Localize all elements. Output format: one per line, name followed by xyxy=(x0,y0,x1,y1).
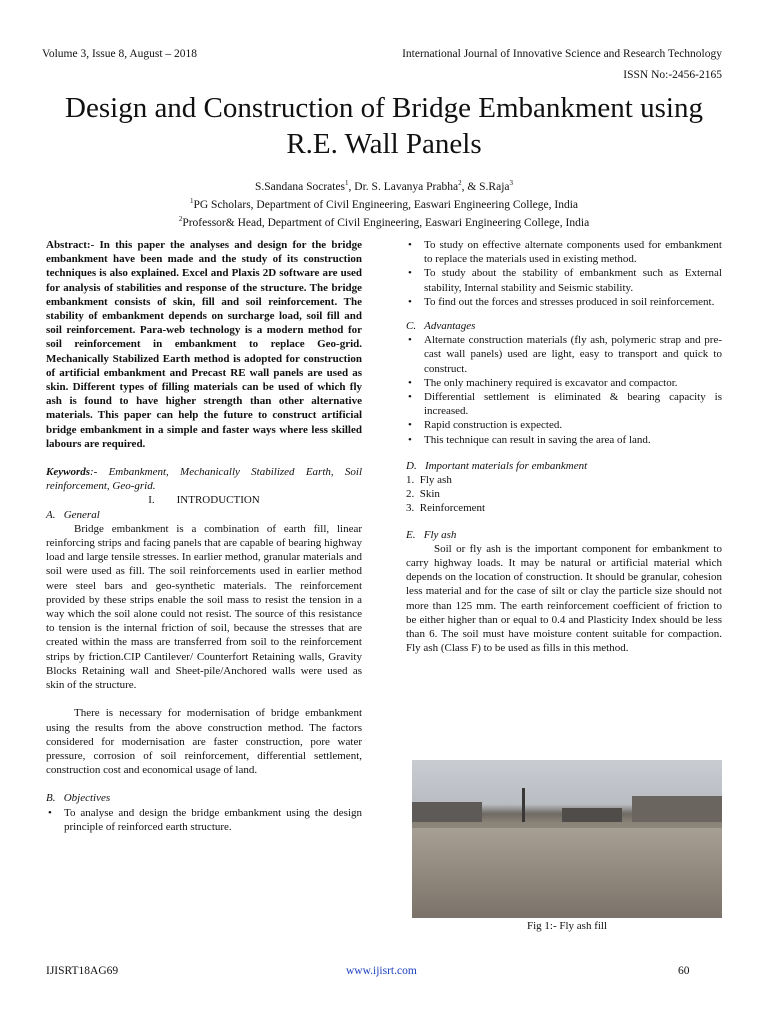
list-item: 3. Reinforcement xyxy=(406,502,486,515)
affiliation-1 xyxy=(30,194,738,212)
machinery-silhouette xyxy=(562,808,622,822)
journal-url-link[interactable]: www.ijisrt.com xyxy=(346,965,417,977)
list-item: • The only machinery required is excavator and compactor. xyxy=(406,376,722,390)
affiliation-2-text: Professor& Head, Department of Civil Engineering, Easwari Engineering College, India xyxy=(182,216,590,229)
subsection-heading-general: A. General xyxy=(46,508,100,521)
author-3: , & S.Raja xyxy=(461,180,510,193)
title-line-1: Design and Construction of Bridge Embankment using xyxy=(65,92,703,124)
fill-ground xyxy=(412,828,722,918)
subsection-heading-objectives: B. Objectives xyxy=(46,792,111,805)
journal-name: International Journal of Innovative Science and Research Technology xyxy=(402,48,722,60)
fly-ash-fill-photo xyxy=(412,760,722,918)
crane-silhouette xyxy=(522,788,525,822)
objectives-list-part-1 xyxy=(46,806,362,834)
paper-id: IJISRT18AG69 xyxy=(46,965,119,977)
author-1: S.Sandana Socrates xyxy=(254,180,346,193)
subsection-heading-advantages: C. Advantages xyxy=(406,320,476,333)
affiliation-1-text: PG Scholars, Department of Civil Engineering, Easwari Engineering College, India xyxy=(193,198,578,211)
keywords-label: Keywords xyxy=(46,466,90,479)
list-item: • To find out the forces and stresses produced in soil reinforcement. xyxy=(406,295,722,309)
right-column xyxy=(406,238,722,655)
keywords-text: :- Embankment, Mechanically Stabilized Earth, Soil reinforcement, Geo-grid. xyxy=(46,466,362,493)
list-item: 2. Skin xyxy=(406,488,440,501)
author-block xyxy=(30,176,738,229)
author-1-sup: 1 xyxy=(345,179,349,187)
page-number: 60 xyxy=(678,965,690,977)
list-item: • Alternate construction materials (fly ash, polymeric strap and pre-cast wall panels) used are light, easy to transport and quick to construct. xyxy=(406,333,722,376)
author-2-sup: 2 xyxy=(458,179,462,187)
affiliation-2-sup: 2 xyxy=(178,214,183,223)
list-item: • To study on effective alternate components used for embankment to replace the materials used in existing method. xyxy=(406,238,722,266)
abstract: Abstract:- In this paper the analyses and design for the bridge embankment have been made and the study of its construction techniques is also explained. Excel and Plaxis 2D software are used for analysis of stabilities and response of the structure. The bridge embankment consists of skin, fill and soil reinforcement. The stability of embankment depends on surcharge load, soil fill and soil reinforcement. Para-web technology is a modern method for soil reinforcement in embankment to replace Geo-grid. Mechanically Stabilized Earth method is adopted for construction of artificial embankment and Precast RE wall panels are used as skin. Different types of filling materials can be used of which fly ash is found to have higher strength than other alternative materials. This paper can help the future to construct artificial bridge embankment in a simple and faster ways where less skilled labours are required. xyxy=(46,239,362,450)
subsection-heading-fly-ash: E. Fly ash xyxy=(406,528,457,541)
general-paragraph-2: There is necessary for modernisation of bridge embankment using the results from the above construction method. The factors considered for modernisation are faster construction, pore water pressure, corrosion of soil reinforcement, differential settlement, construction cost and economical usage of land. xyxy=(46,707,362,777)
subsection-heading-materials: D. Important materials for embankment xyxy=(406,459,588,472)
building-silhouette xyxy=(412,802,482,822)
fly-ash-paragraph: Soil or fly ash is the important component for embankment to carry highway loads. It may be natural or artificial material which depends on the location of construction. It should be granular, cohesion less material and for the case of silt or clay the particle size should not more than 125 mm. The earth reinforcement coefficient of friction to be either higher than or equal to 0.4 and Plasticity Index should be less than 6. The soil must have moisture content suitable for compaction. Fly ash (Class F) to be used as fills in this method. xyxy=(406,542,722,655)
section-heading-introduction: I. INTRODUCTION xyxy=(148,494,260,507)
list-item: • To analyse and design the bridge embankment using the design principle of reinforced earth structure. xyxy=(46,806,362,834)
list-item: • To study about the stability of embankment such as External stability, Internal stability and Seismic stability. xyxy=(406,266,722,294)
issue-info: Volume 3, Issue 8, August – 2018 xyxy=(42,48,198,60)
keywords xyxy=(46,465,362,493)
materials-list xyxy=(406,473,722,516)
figure-caption: Fig 1:- Fly ash fill xyxy=(526,920,608,932)
issn: ISSN No:-2456-2165 xyxy=(623,69,722,81)
left-column xyxy=(46,238,362,834)
paper-title xyxy=(30,90,738,162)
building-silhouette xyxy=(632,796,722,822)
author-line xyxy=(30,176,738,194)
affiliation-1-sup: 1 xyxy=(189,196,194,205)
list-item: 1. Fly ash xyxy=(406,474,452,487)
list-item: • Rapid construction is expected. xyxy=(406,418,722,432)
affiliation-2 xyxy=(30,212,738,230)
list-item: • Differential settlement is eliminated & bearing capacity is increased. xyxy=(406,390,722,418)
objectives-list-part-2 xyxy=(406,238,722,309)
list-item: • This technique can result in saving the area of land. xyxy=(406,433,722,447)
general-paragraph-1: Bridge embankment is a combination of earth fill, linear reinforcing strips and facing panels that are capable of bearing highway load and large tensile stresses. In earlier method, granular materials and soil were used as fill. The soil reinforcements used in earlier method were steel bars and geo-synthetic materials. The reinforcement provided by these strips enable the soil mass to resist the tension in a way which the soil alone could not resist. The source of this resistance to tension is the internal friction of soil, because the stresses that are created within the mass are transferred from soil to the reinforcement strips by friction.CIP Cantilever/ Counterfort Retaining walls, Gravity Blocks Retaining wall and Sheet-pile/Anchored walls were used as skin of the structure. xyxy=(46,522,362,692)
advantages-list xyxy=(406,333,722,447)
author-3-sup: 3 xyxy=(509,179,514,187)
author-2: , Dr. S. Lavanya Prabha xyxy=(348,180,459,193)
title-line-2: R.E. Wall Panels xyxy=(286,128,482,160)
